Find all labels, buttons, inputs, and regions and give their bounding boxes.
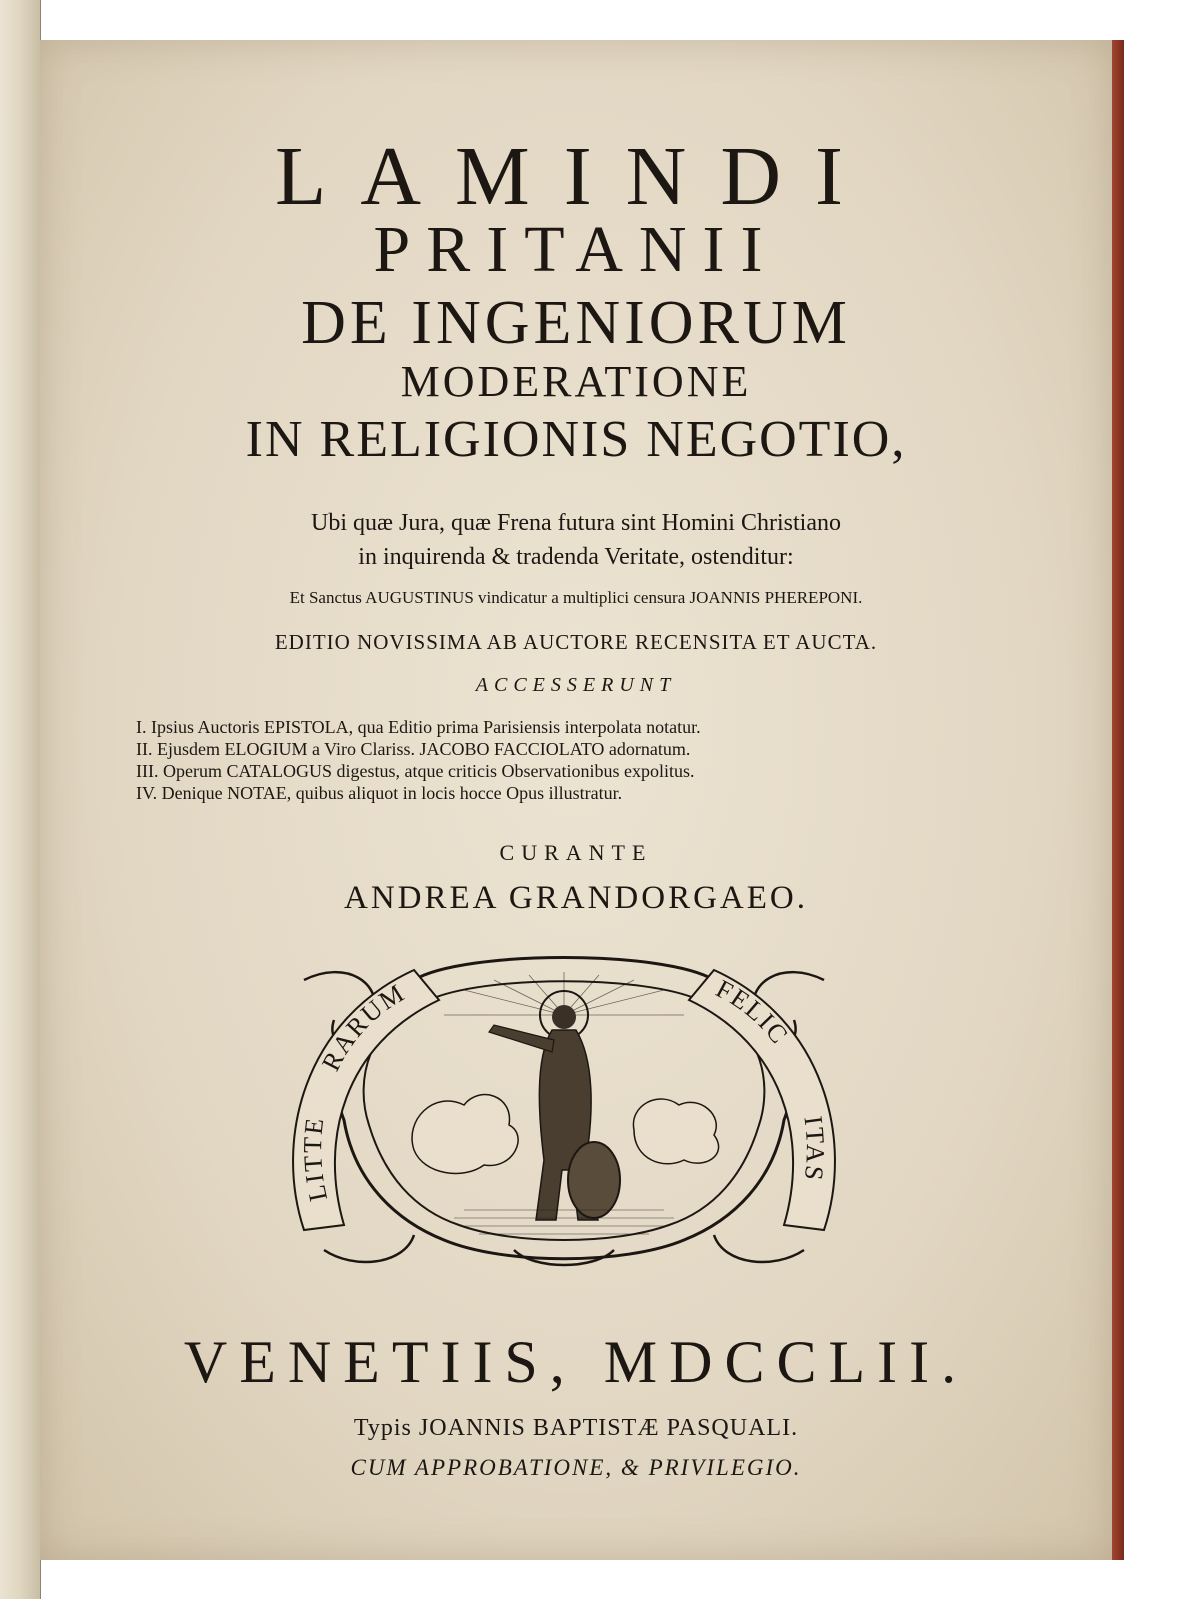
curante-label: CURANTE	[499, 840, 653, 865]
imprint-place-date: VENETIIS, MDCCLII.	[183, 1329, 969, 1395]
subtitle-line-1: Ubi quæ Jura, quæ Frena futura sint Homini Christiano	[311, 510, 841, 536]
subtitle-line-2: in inquirenda & tradenda Veritate, ostenditur:	[358, 544, 794, 570]
imprint-printer: Typis JOANNIS BAPTISTÆ PASQUALI.	[353, 1415, 799, 1441]
title-line-2: PRITANII	[373, 213, 779, 286]
title-page	[40, 40, 1112, 1560]
imprint-privilege: CUM APPROBATIONE, & PRIVILEGIO.	[350, 1455, 802, 1480]
svg-text:ITAS	[798, 1114, 830, 1183]
title-line-3: DE INGENIORUM	[301, 289, 851, 357]
title-line-1: LAMINDI	[275, 130, 877, 223]
banner-text-itas: ITAS	[798, 1114, 830, 1184]
editor-name: ANDREA GRANDORGAEO.	[343, 880, 808, 916]
red-page-edge	[1110, 40, 1124, 1560]
contents-list	[136, 716, 1016, 804]
contents-item: I. Ipsius Auctoris EPISTOLA, qua Editio prima Parisiensis interpolata notatur.	[136, 717, 701, 737]
contents-item: II. Ejusdem ELOGIUM a Viro Clariss. JACOBO FACCIOLATO adornatum.	[136, 739, 691, 759]
banner-text-felic: FELIC	[711, 973, 795, 1051]
accesserunt-heading: ACCESSERUNT	[475, 674, 677, 696]
edition-statement: EDITIO NOVISSIMA AB AUCTORE RECENSITA ET AUCTA.	[274, 630, 878, 654]
subtitle-line-3: Et Sanctus AUGUSTINUS vindicatur a multiplici censura JOANNIS PHEREPONI.	[289, 588, 863, 607]
title-line-4: MODERATIONE	[400, 357, 752, 406]
banner-text-rarum: RARUM	[316, 977, 411, 1076]
contents-item: III. Operum CATALOGUS digestus, atque criticis Observationibus expolitus.	[136, 761, 695, 781]
book-binding-edge	[0, 0, 41, 1599]
contents-item: IV. Denique NOTAE, quibus aliquot in locis hocce Opus illustratur.	[136, 783, 623, 803]
title-line-5: IN RELIGIONIS NEGOTIO,	[245, 411, 907, 468]
printers-device-emblem	[264, 920, 864, 1280]
banner-text-litte: LITTE	[298, 1114, 334, 1204]
